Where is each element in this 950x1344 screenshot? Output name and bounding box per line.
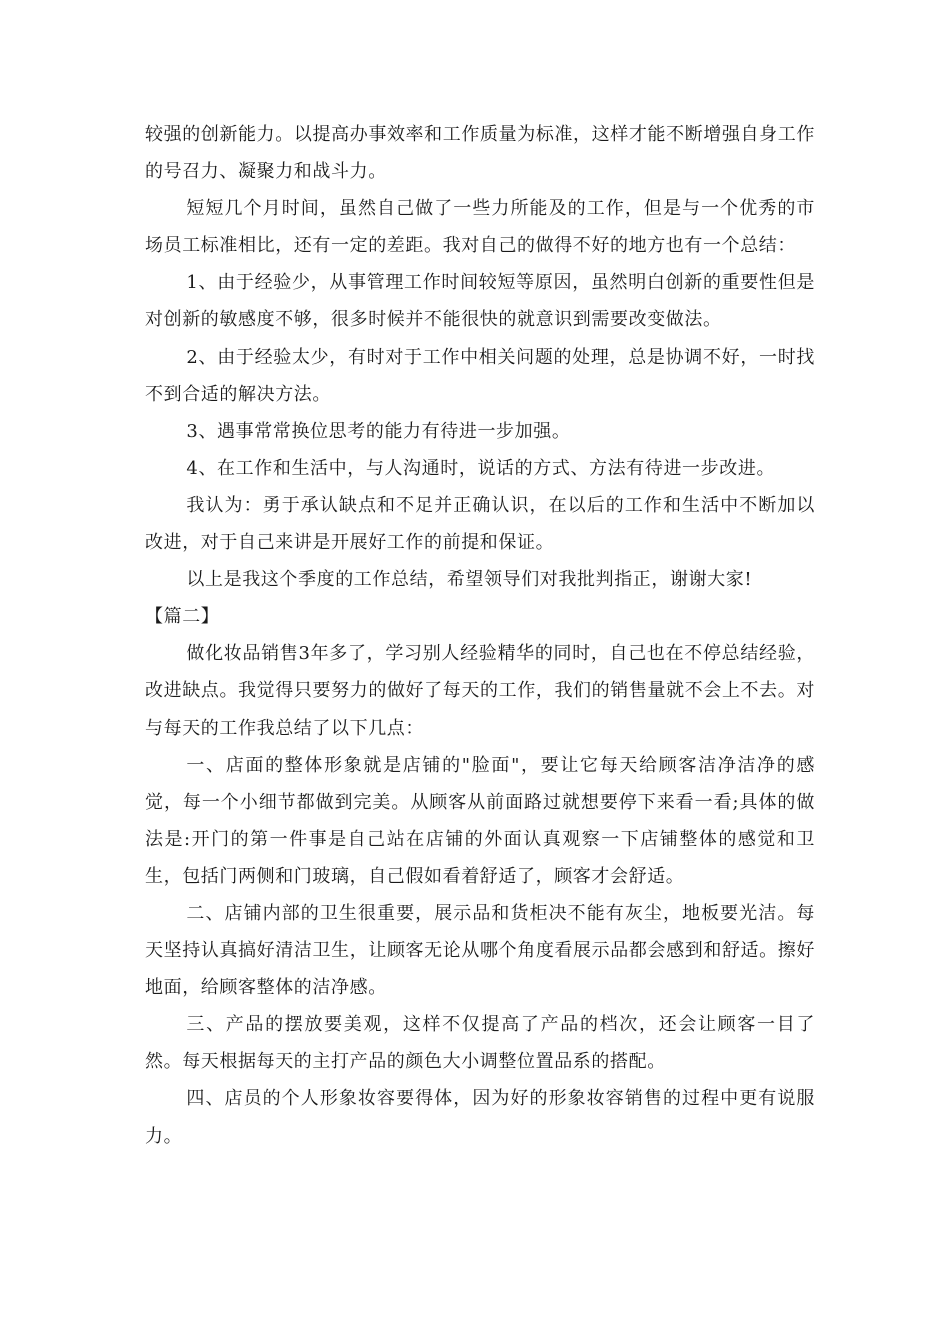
document-body bbox=[145, 116, 815, 1155]
paragraph: 一、店面的整体形象就是店铺的"脸面"，要让它每天给顾客洁净洁净的感觉，每一个小细节都做到完美。从顾客从前面路过就想要停下来看一看;具体的做法是:开门的第一件事是自己站在店铺的外面认真观察一下店铺整体的感觉和卫生，包括门两侧和门玻璃，自己假如看着舒适了，顾客才会舒适。 bbox=[145, 754, 815, 887]
paragraph: 较强的创新能力。以提高办事效率和工作质量为标准，这样才能不断增强自身工作的号召力、凝聚力和战斗力。 bbox=[145, 124, 815, 183]
paragraph: 3、遇事常常换位思考的能力有待进一步加强。 bbox=[186, 420, 571, 442]
section-heading: 【篇二】 bbox=[145, 606, 220, 628]
paragraph: 2、由于经验太少，有时对于工作中相关问题的处理，总是协调不好，一时找不到合适的解决方法。 bbox=[145, 346, 815, 405]
paragraph: 二、店铺内部的卫生很重要，展示品和货柜决不能有灰尘，地板要光洁。每天坚持认真搞好清洁卫生，让顾客无论从哪个角度看展示品都会感到和舒适。擦好地面，给顾客整体的洁净感。 bbox=[145, 902, 815, 999]
paragraph: 1、由于经验少，从事管理工作时间较短等原因，虽然明白创新的重要性但是对创新的敏感度不够，很多时候并不能很快的就意识到需要改变做法。 bbox=[145, 272, 815, 331]
paragraph: 四、店员的个人形象妆容要得体，因为好的形象妆容销售的过程中更有说服力。 bbox=[145, 1088, 815, 1147]
paragraph: 三、产品的摆放要美观，这样不仅提高了产品的档次，还会让顾客一目了然。每天根据每天的主打产品的颜色大小调整位置品系的搭配。 bbox=[145, 1014, 815, 1073]
paragraph: 我认为：勇于承认缺点和不足并正确认识，在以后的工作和生活中不断加以改进，对于自己来讲是开展好工作的前提和保证。 bbox=[145, 494, 815, 554]
paragraph: 以上是我这个季度的工作总结，希望领导们对我批判指正，谢谢大家! bbox=[186, 569, 753, 591]
paragraph: 短短几个月时间，虽然自己做了一些力所能及的工作，但是与一个优秀的市场员工标准相比，还有一定的差距。我对自己的做得不好的地方也有一个总结： bbox=[145, 198, 815, 257]
paragraph: 做化妆品销售3年多了，学习别人经验精华的同时，自己也在不停总结经验，改进缺点。我觉得只要努力的做好了每天的工作，我们的销售量就不会上不去。对与每天的工作我总结了以下几点： bbox=[145, 643, 815, 739]
paragraph: 4、在工作和生活中，与人沟通时，说话的方式、方法有待进一步改进。 bbox=[186, 457, 776, 479]
